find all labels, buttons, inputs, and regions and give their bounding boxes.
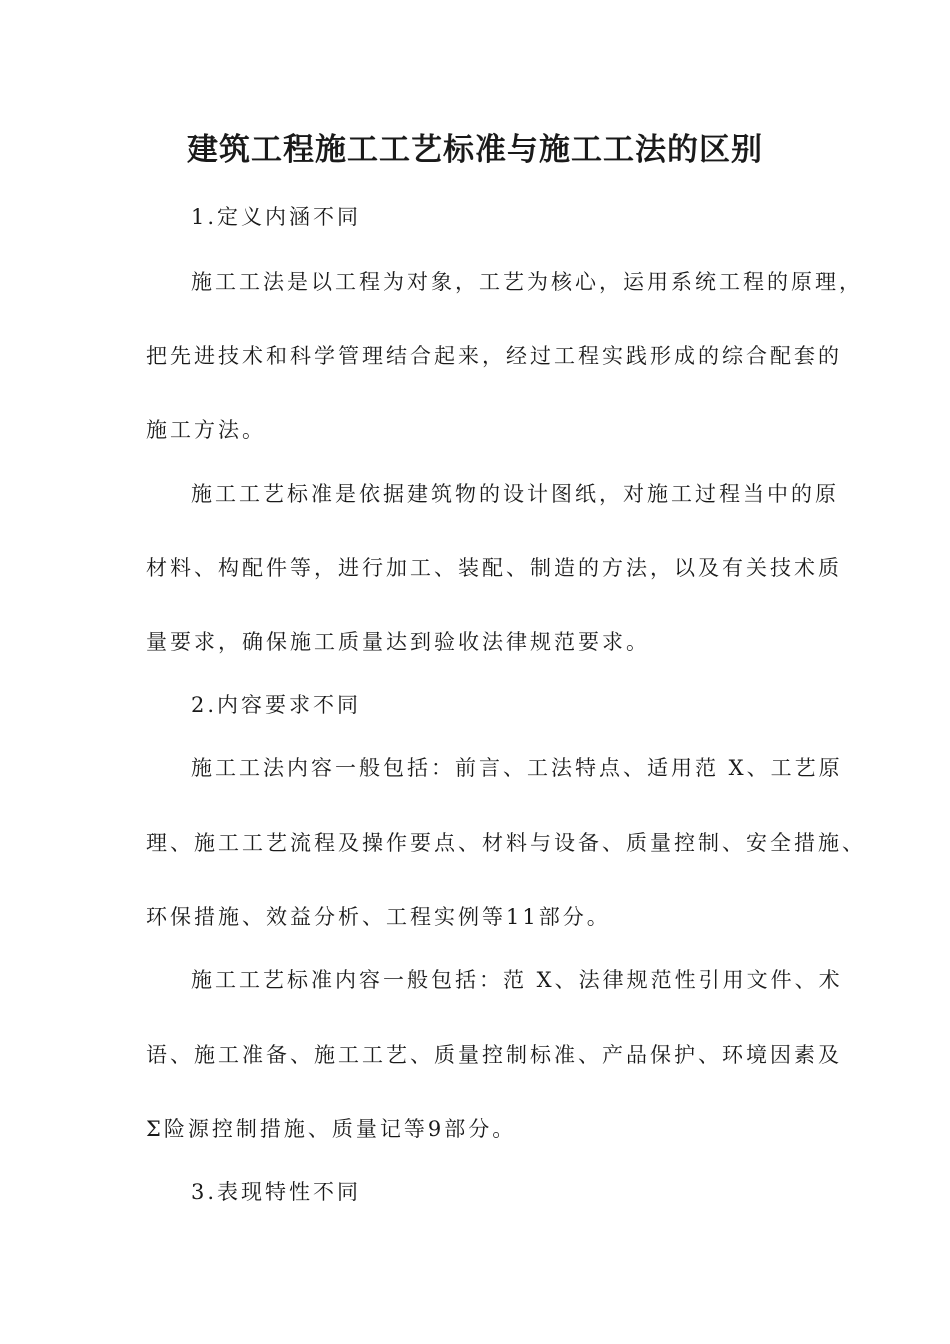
- document-title: 建筑工程施工工艺标准与施工工法的区别: [187, 132, 763, 168]
- paragraph-line: 施工工艺标准是依据建筑物的设计图纸，对施工过程当中的原: [191, 482, 839, 506]
- section-heading-2: 2.内容要求不同: [191, 693, 362, 717]
- paragraph-line: 环保措施、效益分析、工程实例等11部分。: [146, 905, 611, 929]
- paragraph-line: 施工工法是以工程为对象，工艺为核心，运用系统工程的原理，: [191, 270, 863, 294]
- section-heading-1: 1.定义内涵不同: [191, 205, 362, 229]
- paragraph-line: 量要求，确保施工质量达到验收法律规范要求。: [146, 630, 650, 654]
- paragraph-line: 施工工艺标准内容一般包括：范 X、法律规范性引用文件、术: [191, 968, 843, 992]
- paragraph-line: 施工方法。: [146, 418, 266, 442]
- paragraph-line: 材料、构配件等，进行加工、装配、制造的方法，以及有关技术质: [146, 556, 842, 580]
- paragraph-line: 施工工法内容一般包括：前言、工法特点、适用范 X、工艺原: [191, 756, 843, 780]
- paragraph-line: 把先进技术和科学管理结合起来，经过工程实践形成的综合配套的: [146, 344, 842, 368]
- paragraph-line: 语、施工准备、施工工艺、质量控制标准、产品保护、环境因素及: [146, 1043, 842, 1067]
- section-heading-3: 3.表现特性不同: [191, 1180, 362, 1204]
- paragraph-line: 理、施工工艺流程及操作要点、材料与设备、质量控制、安全措施、: [146, 831, 866, 855]
- paragraph-line: Σ险源控制措施、质量记等9部分。: [146, 1117, 517, 1141]
